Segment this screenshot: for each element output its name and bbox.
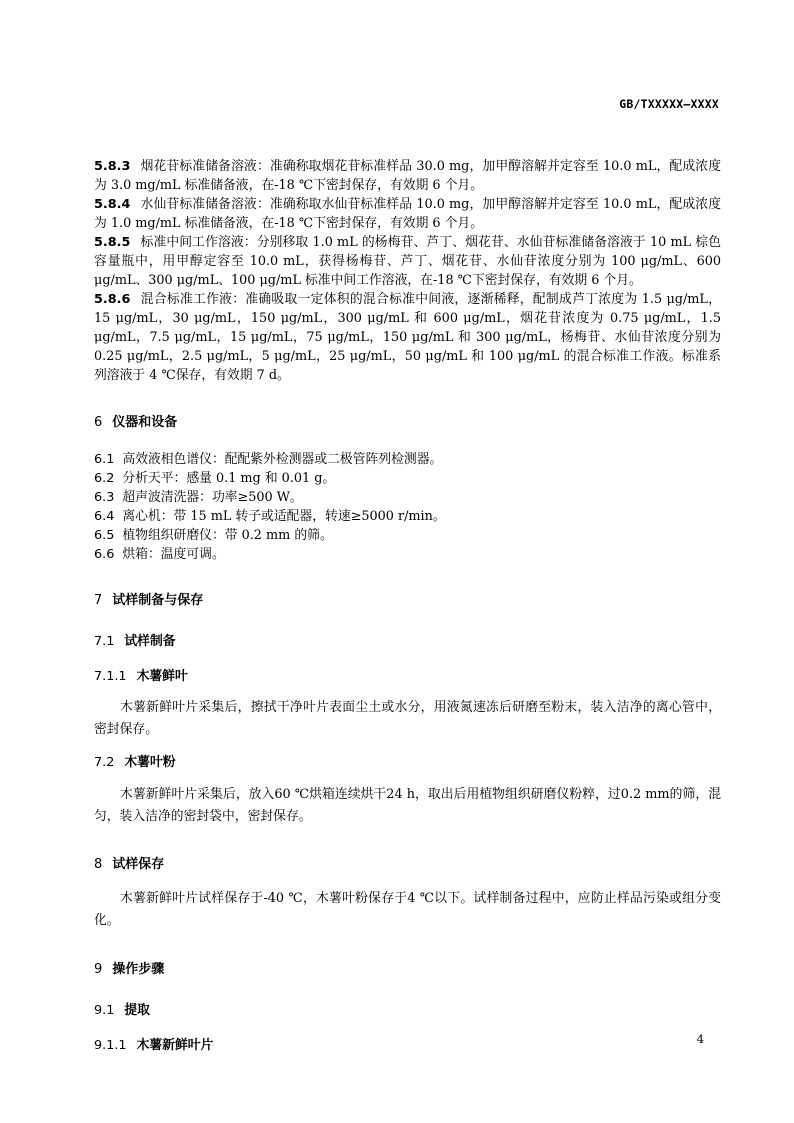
clause-number: 6.5 <box>94 528 115 543</box>
section-6-heading <box>94 411 721 430</box>
clause-text: 烘箱：温度可调。 <box>122 547 225 562</box>
section-title: 木薯叶粉 <box>124 755 176 770</box>
equipment-list <box>94 450 721 564</box>
clause-number: 5.8.5 <box>94 235 131 250</box>
section-title: 木薯鲜叶 <box>136 669 188 684</box>
section-9-heading <box>94 958 721 977</box>
section-number: 7 <box>94 593 103 608</box>
clause-text: 植物组织研磨仪：带 0.2 mm 的筛。 <box>122 528 333 543</box>
section-number: 9.1 <box>94 1003 115 1018</box>
paragraph-8: 木薯新鲜叶片试样保存于-40 ℃，木薯叶粉保存于4 ℃以下。试样制备过程中，应防止样品污染或组分变化。 <box>94 891 721 928</box>
clause-6-4 <box>94 507 721 526</box>
clause-number: 6.1 <box>94 452 115 467</box>
clause-text: 超声波清洗器：功率≥500 W。 <box>122 490 303 505</box>
clause-text: 高效液相色谱仪：配配紫外检测器或二极管阵列检测器。 <box>122 452 443 467</box>
clause-text: 标准中间工作溶液：分别移取 1.0 mL 的杨梅苷、芦丁、烟花苷、水仙苷标准储备溶液于 10 mL 棕色容量瓶中，用甲醇定容至 10.0 mL，获得杨梅苷、芦丁、烟花苷、水仙苷浓度分别为 100 μg/mL、600 μg/mL、300 μg/mL、100 μg/mL 标准中间工作溶液，在-18 ℃下密封保存，有效期 6 个月。 <box>94 235 721 288</box>
clause-number: 6.4 <box>94 509 115 524</box>
paragraph-7-2: 木薯新鲜叶片采集后，放入60 ℃烘箱连续烘干24 h，取出后用植物组织研磨仪粉粹，过0.2 mm的筛，混匀，装入洁净的密封袋中，密封保存。 <box>94 787 721 824</box>
section-number: 9 <box>94 962 103 977</box>
section-title: 提取 <box>124 1003 150 1018</box>
paragraph-7-1-1: 木薯新鲜叶片采集后，擦拭干净叶片表面尘土或水分，用液氮速冻后研磨至粉末，装入洁净的离心管中，密封保存。 <box>94 700 721 737</box>
clause-5-8-4 <box>94 195 721 233</box>
section-title: 试样制备与保存 <box>112 593 204 608</box>
page-number: 4 <box>696 1032 704 1046</box>
clause-text: 混合标准工作液：准确吸取一定体积的混合标准中间液，逐渐稀释，配制成芦丁浓度为 1.5 μg/mL，15 μg/mL，30 μg/mL，150 μg/mL，300 μg/mL 和 600 μg/mL，烟花苷浓度为 0.75 μg/mL，1.5 μg/mL，7.5 μg/mL，15 μg/mL，75 μg/mL，150 μg/mL 和 300 μg/mL，杨梅苷、水仙苷浓度分别为 0.25 μg/mL，2.5 μg/mL，5 μg/mL，25 μg/mL，50 μg/mL 和 100 μg/mL 的混合标准工作液。标准系列溶液于 4 ℃保存，有效期 7 d。 <box>94 292 721 383</box>
subsection-7-1-heading <box>94 630 721 649</box>
clause-number: 6.3 <box>94 490 115 505</box>
section-title: 试样保存 <box>112 857 165 872</box>
clause-6-2 <box>94 469 721 488</box>
clause-6-5 <box>94 526 721 545</box>
clause-number: 5.8.4 <box>94 197 131 212</box>
section-8-heading <box>94 853 721 872</box>
clause-6-1 <box>94 450 721 469</box>
clause-text: 分析天平：感量 0.1 mg 和 0.01 g。 <box>122 471 336 486</box>
clause-5-8-3 <box>94 157 721 195</box>
subsection-7-1-1-heading <box>94 665 721 684</box>
section-number: 8 <box>94 857 103 872</box>
section-number: 7.2 <box>94 755 115 770</box>
clause-number: 5.8.3 <box>94 159 131 174</box>
section-7-heading <box>94 589 721 608</box>
clause-text: 水仙苷标准储备溶液：准确称取水仙苷标准样品 10.0 mg，加甲醇溶解并定容至 10.0 mL，配成浓度为 1.0 mg/mL 标准储备液，在-18 ℃下密封保存，有效期 6 个月。 <box>94 197 721 231</box>
clause-number: 6.2 <box>94 471 115 486</box>
section-title: 操作步骤 <box>112 962 165 977</box>
clause-text: 离心机：带 15 mL 转子或适配器，转速≥5000 r/min。 <box>122 509 446 524</box>
section-number: 7.1.1 <box>94 669 127 684</box>
document-code-header: GB/TXXXXX—XXXX <box>619 97 719 111</box>
document-body <box>94 157 721 1053</box>
clause-text: 烟花苷标准储备溶液：准确称取烟花苷标准样品 30.0 mg，加甲醇溶解并定容至 10.0 mL，配成浓度为 3.0 mg/mL 标准储备液，在-18 ℃下密封保存，有效期 6 个月。 <box>94 159 721 193</box>
section-title: 试样制备 <box>124 634 176 649</box>
section-title: 木薯新鲜叶片 <box>136 1038 214 1053</box>
subsection-7-2-heading <box>94 751 721 770</box>
clause-6-6 <box>94 545 721 564</box>
subsection-9-1-1-heading <box>94 1034 721 1053</box>
clause-5-8-6 <box>94 290 721 385</box>
section-title: 仪器和设备 <box>112 415 178 430</box>
clause-number: 6.6 <box>94 547 115 562</box>
section-number: 7.1 <box>94 634 115 649</box>
section-number: 9.1.1 <box>94 1038 127 1053</box>
clause-number: 5.8.6 <box>94 292 131 307</box>
clause-5-8-5 <box>94 233 721 290</box>
subsection-9-1-heading <box>94 999 721 1018</box>
clause-6-3 <box>94 488 721 507</box>
section-number: 6 <box>94 415 103 430</box>
